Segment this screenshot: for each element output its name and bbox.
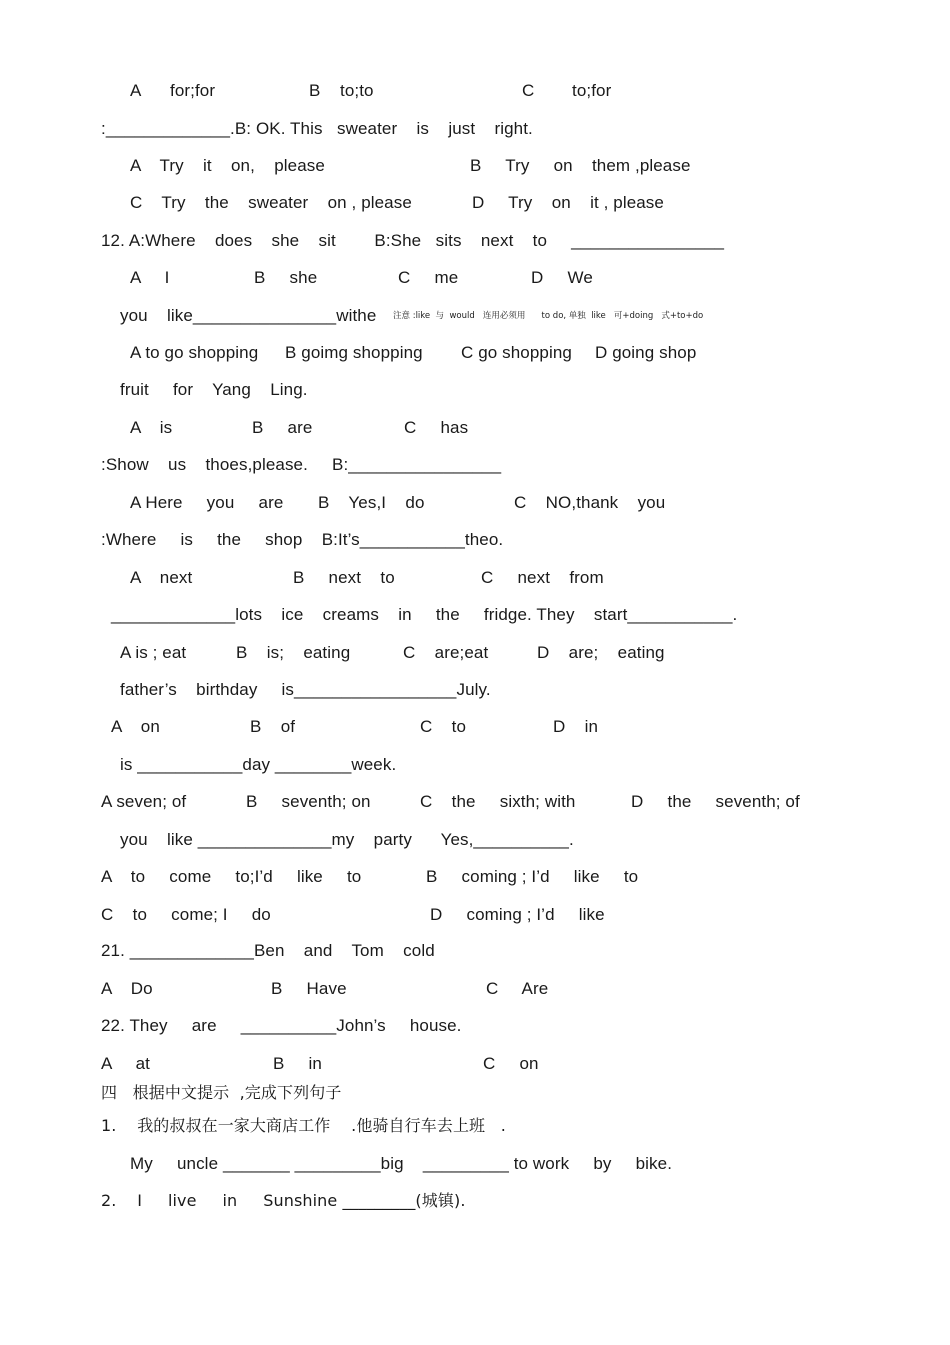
option-a: A seven; of (101, 792, 187, 811)
option-a: A on (111, 717, 160, 736)
question-line: :Where is the shop B:It’s___________theo. (101, 530, 504, 549)
question-22: 22. They are __________John’s house. (101, 1016, 462, 1035)
option-b: B Have (271, 979, 347, 998)
option-a: A at (101, 1054, 150, 1073)
option-a: A Try it on, please (130, 156, 325, 175)
option-c: C are;eat (403, 643, 489, 662)
option-c: C Are (486, 979, 549, 998)
option-b: B is; eating (236, 643, 351, 662)
option-b: B next to (293, 568, 395, 587)
option-b: B coming ; I’d like to (426, 867, 639, 886)
option-a: A to come to;I’d like to (101, 867, 362, 886)
option-c: C (522, 81, 535, 100)
option-d: D Try on it , please (472, 193, 664, 212)
option-d: D going shop (595, 343, 697, 362)
option-c: C NO,thank you (514, 493, 666, 512)
option-a: A to go shopping (130, 343, 259, 362)
option-a: A (130, 81, 142, 100)
fill-in-sentence: My uncle _______ _________big _________ to work by bike. (130, 1154, 673, 1173)
section-heading: 四 根据中文提示 ,完成下列句子 (101, 1083, 342, 1102)
option-a-text: for;for (170, 81, 216, 100)
question-line: you like_______________withe (120, 306, 377, 325)
question-21: 21. _____________Ben and Tom cold (101, 941, 435, 960)
option-c: C on (483, 1054, 539, 1073)
option-d: D are; eating (537, 643, 665, 662)
option-a: A is ; eat (120, 643, 187, 662)
option-a: A Here you are (130, 493, 284, 512)
option-a: A is (130, 418, 173, 437)
question-line: father’s birthday is_________________July. (120, 680, 491, 699)
option-c: C me (398, 268, 459, 287)
option-c: C Try the sweater on , please (130, 193, 412, 212)
option-c-text: to;for (572, 81, 612, 100)
question-line: fruit for Yang Ling. (120, 380, 308, 399)
option-b: B seventh; on (246, 792, 371, 811)
option-a: A Do (101, 979, 153, 998)
option-c: C the sixth; with (420, 792, 576, 811)
question-line: is ___________day ________week. (120, 755, 397, 774)
option-d: D We (531, 268, 593, 287)
option-b-text: to;to (340, 81, 374, 100)
option-c: C has (404, 418, 469, 437)
translation-item-2: 2. I live in Sunshine _________(城镇). (101, 1191, 466, 1210)
question-line: :Show us thoes,please. B:________________ (101, 455, 502, 474)
option-d: D coming ; I’d like (430, 905, 605, 924)
question-12: 12. A:Where does she sit B:She sits next to ________________ (101, 231, 725, 250)
question-line: :_____________.B: OK. This sweater is just right. (101, 119, 533, 138)
option-c: C to come; I do (101, 905, 271, 924)
option-b: B of (250, 717, 296, 736)
option-d: D in (553, 717, 599, 736)
option-b: B Try on them ,please (470, 156, 691, 175)
option-b: B Yes,I do (318, 493, 425, 512)
option-d: D the seventh; of (631, 792, 800, 811)
option-b: B she (254, 268, 318, 287)
option-a: A next (130, 568, 193, 587)
option-c: C go shopping (461, 343, 572, 362)
option-c: C next from (481, 568, 604, 587)
question-line: you like ______________my party Yes,__________. (120, 830, 574, 849)
option-a: A I (130, 268, 170, 287)
option-b: B in (273, 1054, 322, 1073)
translation-item-1: 1. 我的叔叔在一家大商店工作 .他骑自行车去上班 . (101, 1116, 506, 1135)
grammar-note: 注意 :like 与 would 连用必须用 to do, 单独 like 可+doing 式+to+do (393, 311, 704, 321)
option-b: B are (252, 418, 313, 437)
option-c: C to (420, 717, 467, 736)
option-b: B goimg shopping (285, 343, 423, 362)
option-b: B (309, 81, 321, 100)
question-line: _____________lots ice creams in the fridge. They start___________. (111, 605, 738, 624)
